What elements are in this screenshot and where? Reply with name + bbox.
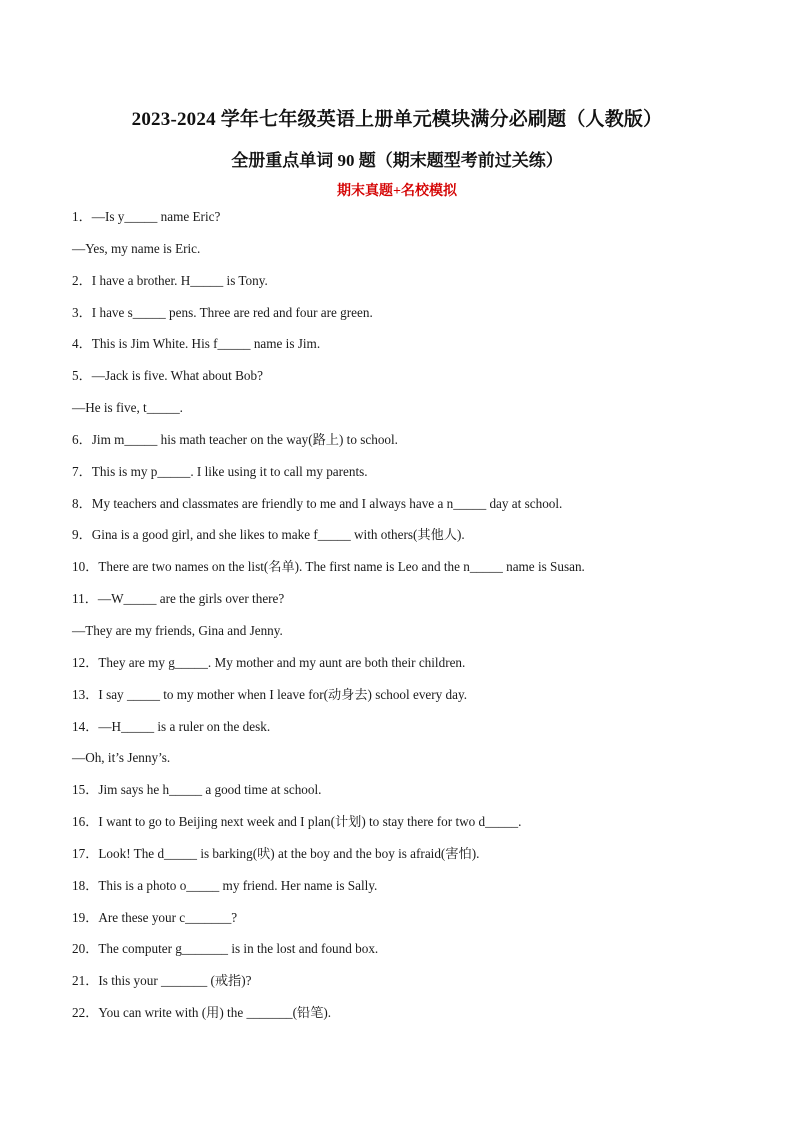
answer-line: —They are my friends, Gina and Jenny.	[72, 622, 283, 638]
question-line: 2．I have a brother. H_____ is Tony.	[72, 272, 268, 288]
question-line: 18．This is a photo o_____ my friend. Her name is Sally.	[72, 877, 378, 893]
question-line: 4．This is Jim White. His f_____ name is Jim.	[72, 336, 321, 352]
page-subtitle: 全册重点单词 90 题（期末题型考前过关练）	[231, 151, 563, 170]
question-line: 20．The computer g_______ is in the lost and found box.	[72, 941, 379, 957]
question-line: 12．They are my g_____. My mother and my aunt are both their children.	[72, 654, 466, 670]
section-tag: 期末真题+名校模拟	[337, 184, 457, 199]
question-line: 17．Look! The d_____ is barking(吠) at the boy and the boy is afraid(害怕).	[72, 845, 480, 861]
question-line: 22．You can write with (用) the _______(铅笔).	[72, 1005, 332, 1021]
question-line: 8．My teachers and classmates are friendly to me and I always have a n_____ day at school.	[72, 495, 563, 511]
question-line: 14．—H_____ is a ruler on the desk.	[72, 718, 271, 734]
question-line: 16．I want to go to Beijing next week and I plan(计划) to stay there for two d_____.	[72, 814, 522, 830]
question-line: 10．There are two names on the list(名单). The first name is Leo and the n_____ name is Susan.	[72, 559, 585, 575]
question-line: 3．I have s_____ pens. Three are red and four are green.	[72, 304, 373, 320]
answer-line: —Yes, my name is Eric.	[72, 240, 201, 256]
question-line: 1．—Is y_____ name Eric?	[72, 209, 221, 224]
question-line: 21．Is this your _______ (戒指)?	[72, 973, 252, 989]
question-line: 13．I say _____ to my mother when I leave for(动身去) school every day.	[72, 686, 468, 702]
question-line: 11．—W_____ are the girls over there?	[72, 591, 285, 607]
page-title: 2023-2024 学年七年级英语上册单元模块满分必刷题（人教版）	[131, 109, 663, 130]
question-line: 9．Gina is a good girl, and she likes to make f_____ with others(其他人).	[72, 527, 465, 543]
question-line: 15．Jim says he h_____ a good time at school.	[72, 782, 322, 798]
question-line: 19．Are these your c_______?	[72, 909, 238, 925]
answer-line: —He is five, t_____.	[72, 400, 183, 416]
question-line: 5．—Jack is five. What about Bob?	[72, 368, 263, 384]
answer-line: —Oh, it’s Jenny’s.	[72, 750, 171, 766]
question-list	[72, 208, 762, 1036]
question-line: 6．Jim m_____ his math teacher on the way(路上) to school.	[72, 431, 398, 447]
question-line: 7．This is my p_____. I like using it to call my parents.	[72, 463, 368, 479]
